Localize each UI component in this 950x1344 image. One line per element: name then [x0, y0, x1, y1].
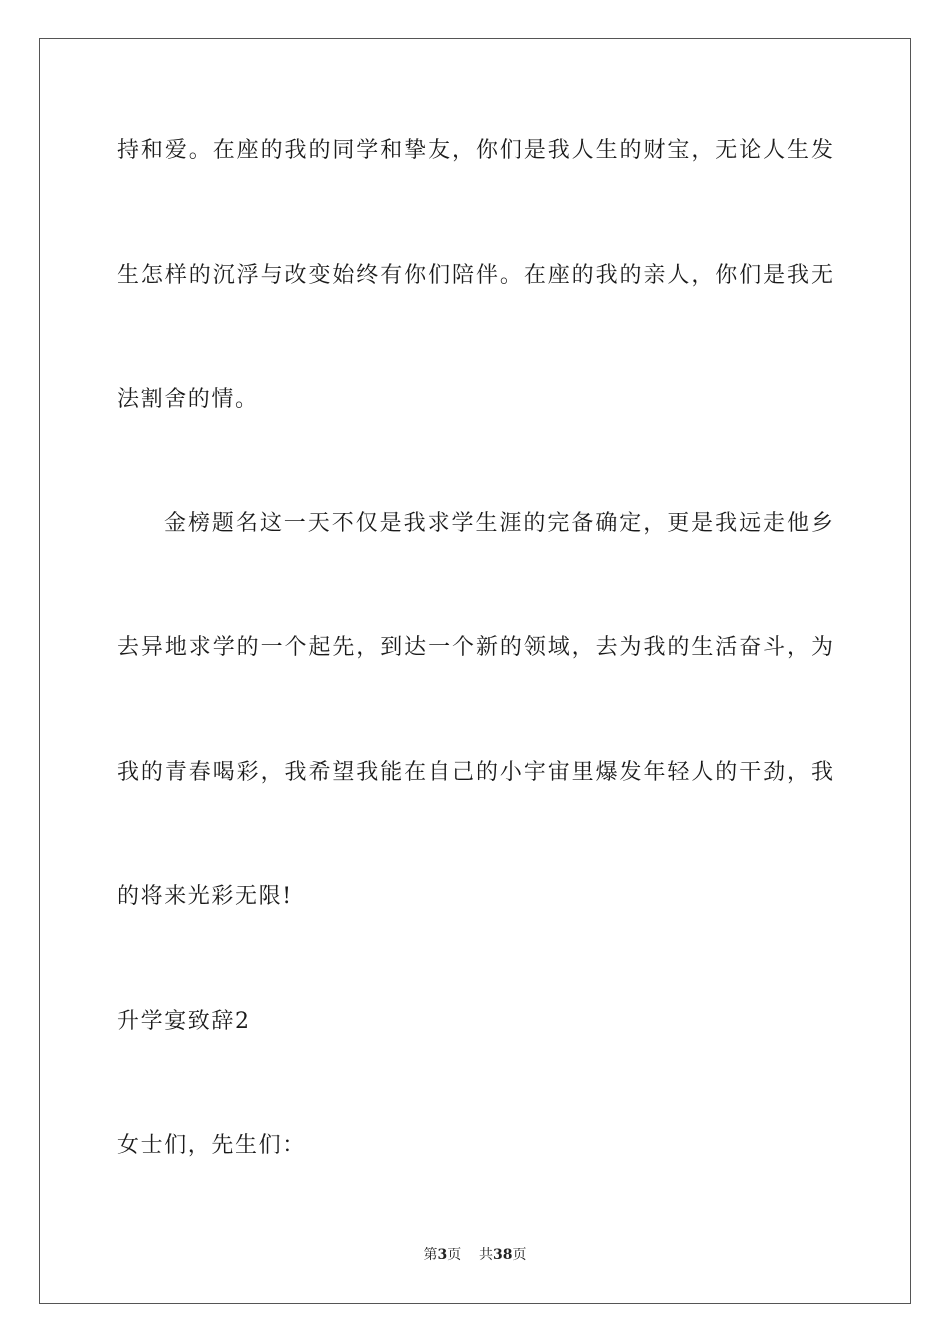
footer-total-number: 38 — [493, 1247, 513, 1263]
body-line-4: 金榜题名这一天不仅是我求学生涯的完备确定，更是我远走他乡 — [164, 511, 833, 536]
footer-page-prefix: 第 — [423, 1247, 438, 1263]
body-line-6: 我的青春喝彩，我希望我能在自己的小宇宙里爆发年轻人的干劲，我 — [117, 760, 833, 785]
footer-total-prefix: 共 — [479, 1247, 494, 1263]
section-heading: 升学宴致辞2 — [117, 1009, 251, 1034]
page-footer — [0, 1246, 950, 1264]
footer-page-number: 3 — [437, 1247, 448, 1263]
body-line-7: 的将来光彩无限! — [117, 884, 293, 909]
body-line-2: 生怎样的沉浮与改变始终有你们陪伴。在座的我的亲人，你们是我无 — [117, 263, 833, 288]
footer-total-suffix: 页 — [512, 1247, 527, 1263]
body-line-1: 持和爱。在座的我的同学和挚友，你们是我人生的财宝，无论人生发 — [117, 138, 833, 163]
salutation-line: 女士们，先生们： — [117, 1133, 306, 1158]
footer-page-suffix: 页 — [447, 1247, 462, 1263]
body-line-3: 法割舍的情。 — [117, 387, 259, 412]
page-border — [39, 38, 911, 1304]
body-line-5: 去异地求学的一个起先，到达一个新的领域，去为我的生活奋斗，为 — [117, 635, 833, 660]
